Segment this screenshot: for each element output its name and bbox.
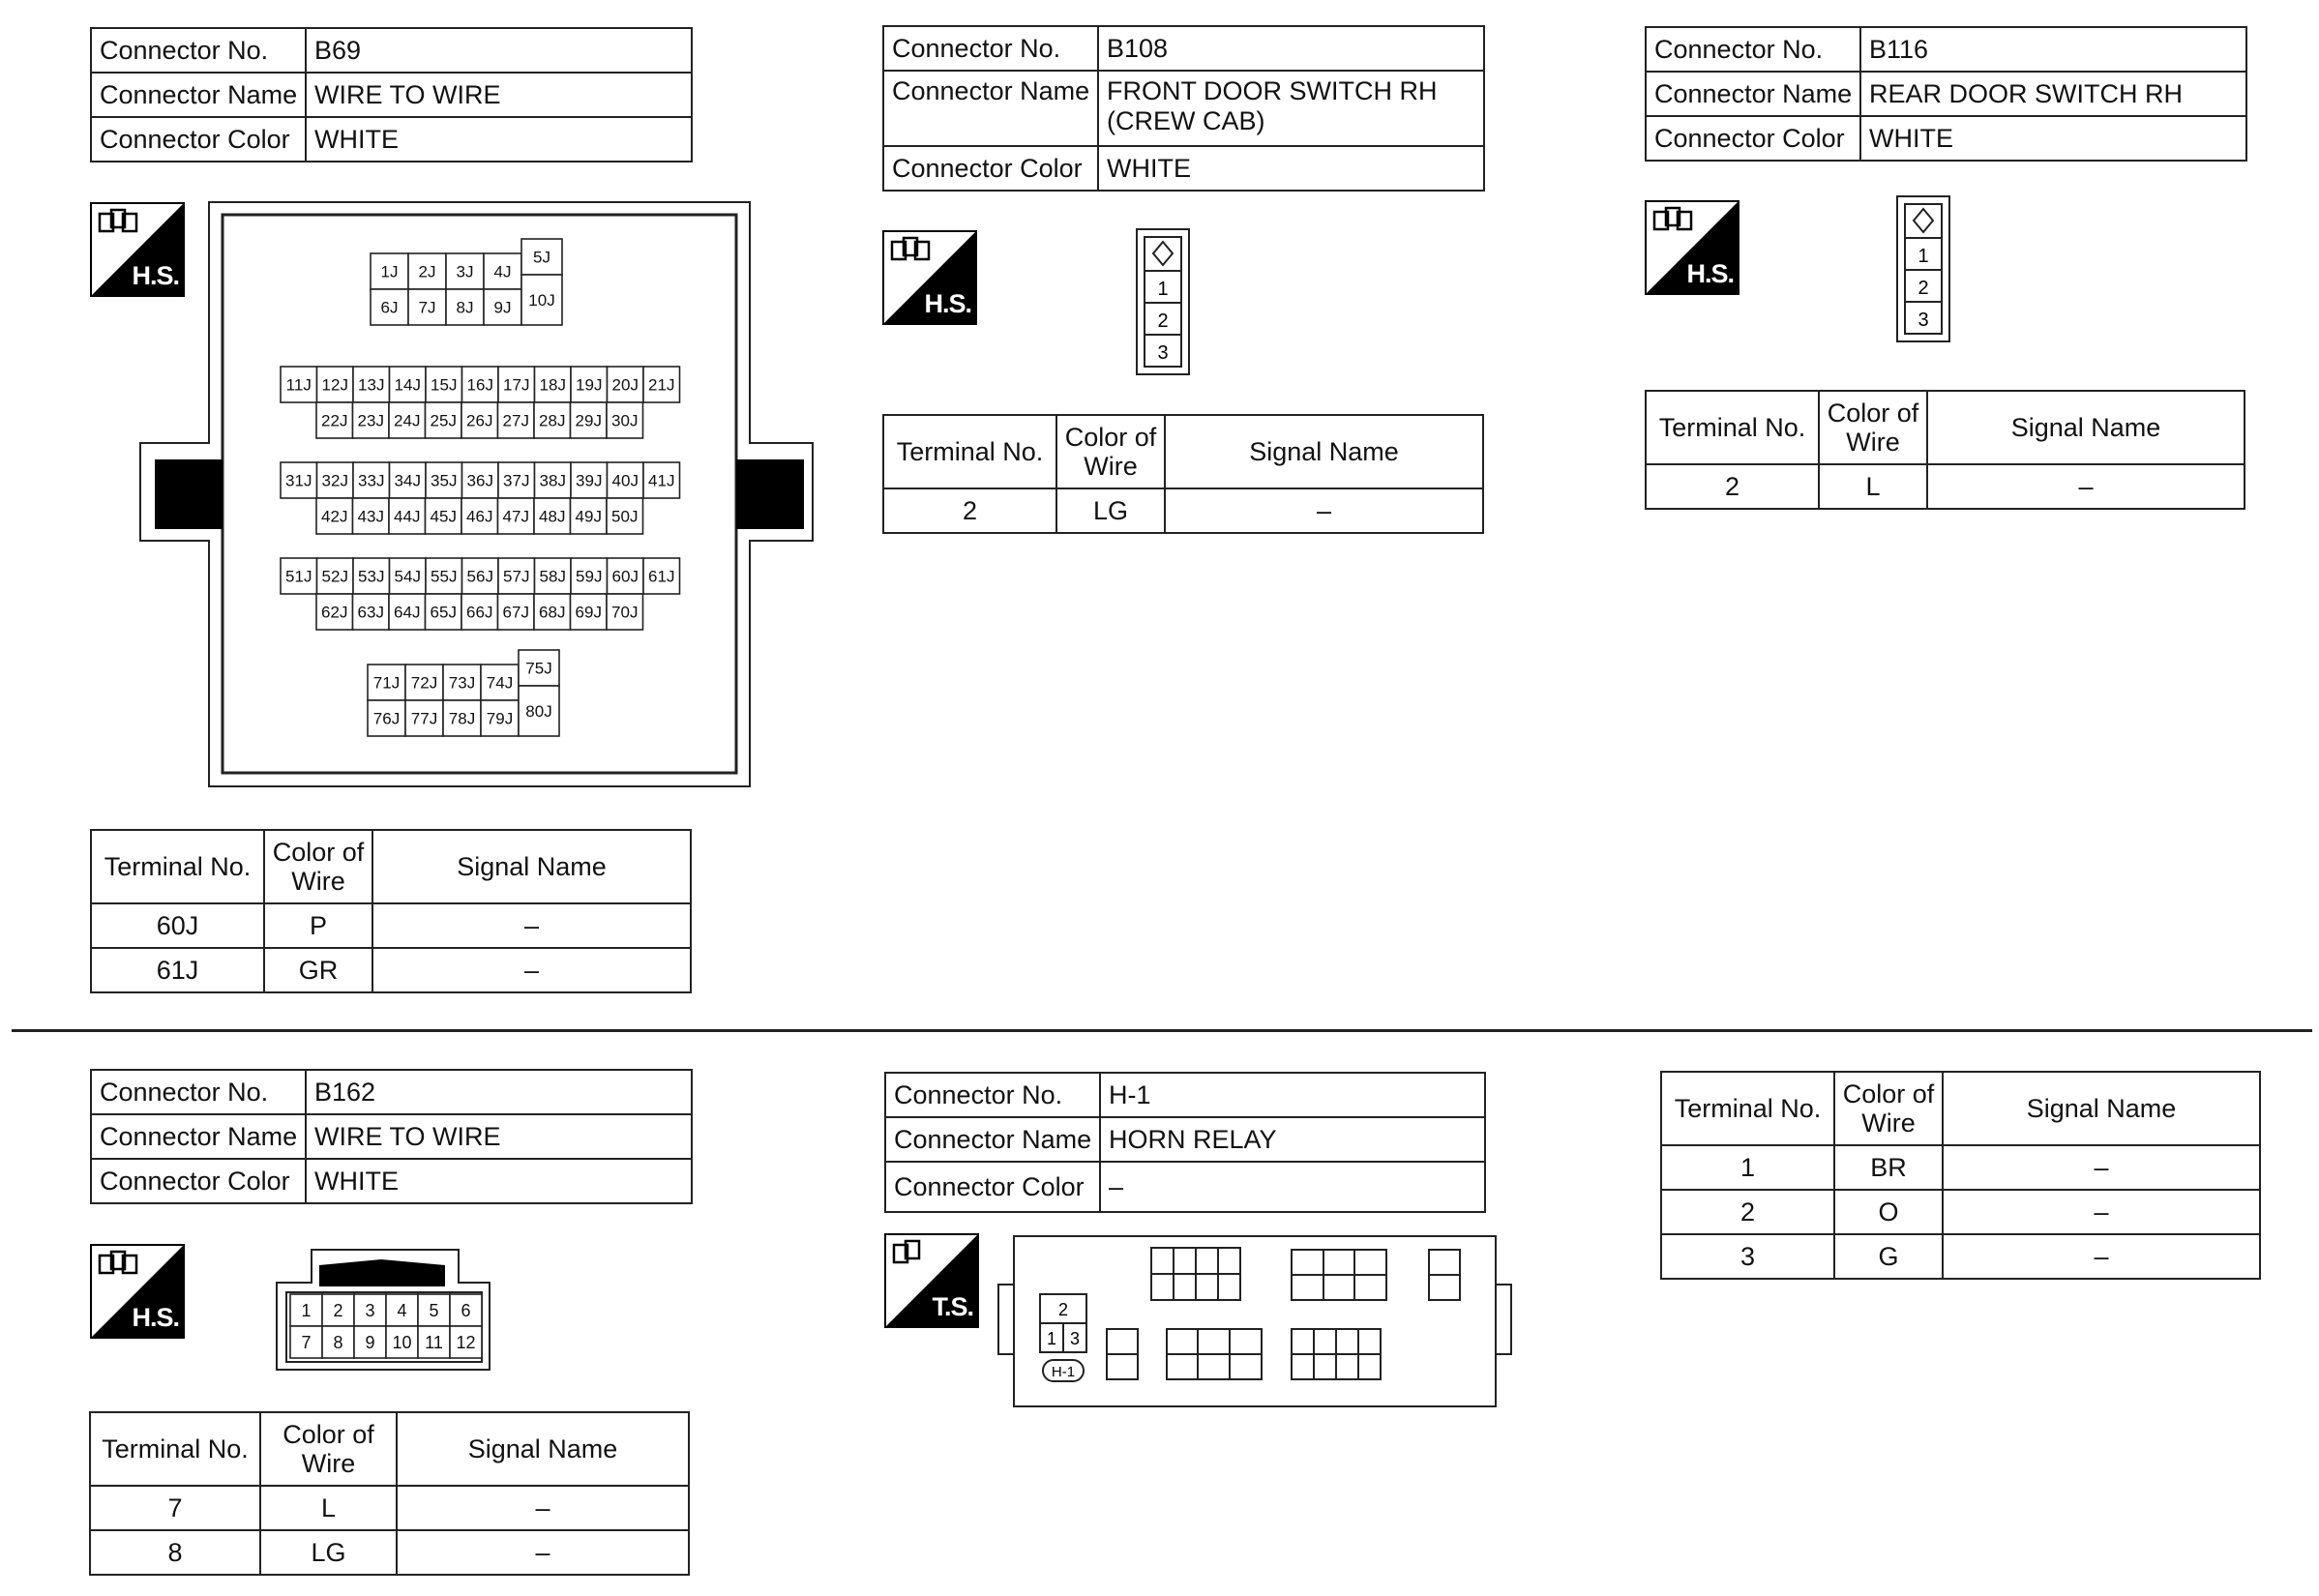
b116-terminal-table <box>1645 390 2245 510</box>
b162-terminal-table <box>89 1411 690 1576</box>
pin-label: 30J <box>611 411 639 430</box>
pin-label: 1 <box>1157 279 1169 300</box>
header-signal-name: Signal Name <box>1927 391 2245 464</box>
pin-label: 8 <box>333 1332 343 1352</box>
pin-label: 33J <box>358 471 385 490</box>
header-color-of-wire: Color of Wire <box>1819 391 1927 464</box>
pin-label: 72J <box>410 673 438 693</box>
pin-label: 76J <box>372 709 401 728</box>
header-terminal-no: Terminal No. <box>1646 391 1819 464</box>
pin-label: 79J <box>486 709 514 728</box>
wire-color: O <box>1834 1190 1943 1234</box>
pin-label: 60J <box>611 567 639 586</box>
pin-label: 14J <box>394 375 421 395</box>
header-signal-name: Signal Name <box>1943 1072 2260 1145</box>
pin-label: 49J <box>575 507 602 526</box>
pin-label: 11 <box>425 1332 443 1352</box>
header-terminal-no: Terminal No. <box>1661 1072 1834 1145</box>
h1-relay-box <box>996 1234 1515 1410</box>
pin-label: 3 <box>1918 310 1929 331</box>
pin-label: 3 <box>365 1300 375 1320</box>
pin-label: 27J <box>502 411 529 430</box>
b162-connector-info <box>90 1069 693 1204</box>
terminal-no: 2 <box>1661 1190 1834 1234</box>
signal-name: – <box>1165 488 1483 533</box>
pin-label: 25J <box>430 411 457 430</box>
hs-badge-icon: H.S. <box>90 1244 185 1339</box>
signal-name: – <box>1943 1145 2260 1190</box>
h1-location-tag: H-1 <box>1051 1364 1076 1380</box>
b69-terminal-table <box>90 829 692 993</box>
header-signal-name: Signal Name <box>1165 415 1483 488</box>
pin-label: 6 <box>461 1300 471 1320</box>
label-connector-color: Connector Color <box>883 146 1098 191</box>
header-color-of-wire: Color of Wire <box>264 830 372 903</box>
terminal-no: 2 <box>1646 464 1819 509</box>
terminal-no: 61J <box>91 948 264 992</box>
pin-label: 44J <box>394 507 421 526</box>
pin-label: 52J <box>321 567 348 586</box>
label-connector-color: Connector Color <box>91 1159 306 1203</box>
pin-label: 40J <box>611 471 639 490</box>
pin-label: 48J <box>539 507 566 526</box>
pin-label: 42J <box>321 507 348 526</box>
signal-name: – <box>1943 1234 2260 1279</box>
wire-color: G <box>1834 1234 1943 1279</box>
b162-connector-no: B162 <box>306 1070 692 1114</box>
hs-badge-icon: H.S. <box>90 202 185 297</box>
pin-label: 37J <box>503 471 530 490</box>
label-connector-no: Connector No. <box>91 28 306 73</box>
pin-label: 53J <box>358 567 385 586</box>
pin-label: 45J <box>430 507 457 526</box>
pin-label: 31J <box>285 471 312 490</box>
pin-label: 23J <box>357 411 384 430</box>
terminal-no: 7 <box>90 1486 260 1530</box>
pin-label: 15J <box>431 375 458 395</box>
pin-label: 2 <box>1057 1300 1069 1319</box>
label-connector-no: Connector No. <box>91 1070 306 1114</box>
pin-label: 2 <box>333 1300 343 1320</box>
pin-label: 12J <box>321 375 348 395</box>
label-connector-name: Connector Name <box>91 1114 306 1159</box>
pin-label: 22J <box>321 411 348 430</box>
wire-color: LG <box>260 1530 397 1575</box>
signal-name: – <box>372 903 691 948</box>
pin-label: 1 <box>1918 246 1929 267</box>
label-connector-color: Connector Color <box>91 117 306 162</box>
label-connector-no: Connector No. <box>885 1073 1100 1117</box>
pin-label: 2 <box>1157 310 1169 332</box>
table-row <box>883 488 1483 533</box>
terminal-no: 2 <box>883 488 1056 533</box>
wire-color: P <box>264 903 372 948</box>
terminal-no: 60J <box>91 903 264 948</box>
b69-connector-no: B69 <box>306 28 692 73</box>
wire-color: L <box>260 1486 397 1530</box>
b69-connector-face <box>138 200 816 792</box>
b116-connector-info <box>1645 26 2247 162</box>
pin-label: 1 <box>301 1300 312 1320</box>
pin-label: 6J <box>380 298 399 317</box>
signal-name: – <box>1943 1190 2260 1234</box>
pin-label: 56J <box>466 567 493 586</box>
pin-label: 63J <box>357 603 384 622</box>
pin-label: 65J <box>430 603 457 622</box>
pin-label: 51J <box>285 567 312 586</box>
header-signal-name: Signal Name <box>372 830 691 903</box>
pin-label: 12 <box>456 1332 476 1352</box>
pin-label: 67J <box>502 603 529 622</box>
pin-label: 5 <box>429 1300 439 1320</box>
signal-name: – <box>372 948 691 992</box>
pin-label: 1 <box>1046 1329 1057 1348</box>
b116-connector-no: B116 <box>1860 27 2246 72</box>
pin-label: 36J <box>466 471 493 490</box>
signal-name: – <box>1927 464 2245 509</box>
pin-label: 3 <box>1069 1329 1081 1348</box>
pin-label: 20J <box>611 375 639 395</box>
hs-badge-icon: H.S. <box>1645 200 1739 295</box>
b108-terminal-table <box>882 414 1484 534</box>
pin-label: 19J <box>576 375 603 395</box>
pin-label: 73J <box>448 673 476 693</box>
b69-connector-info <box>90 27 693 163</box>
pin-label: 2J <box>418 262 436 281</box>
pin-label: 2 <box>1918 278 1929 299</box>
wire-color: GR <box>264 948 372 992</box>
pin-label: 61J <box>648 567 675 586</box>
b116-connector-name: REAR DOOR SWITCH RH <box>1860 72 2246 116</box>
pin-label: 7J <box>418 298 436 317</box>
pin-label: 18J <box>539 375 566 395</box>
pin-label: 38J <box>539 471 566 490</box>
pin-label: 68J <box>539 603 566 622</box>
b108-connector-no: B108 <box>1098 26 1484 71</box>
pin-label: 69J <box>575 603 602 622</box>
pin-label: 55J <box>431 567 458 586</box>
b116-connector-face <box>1895 194 1953 345</box>
label-connector-no: Connector No. <box>1646 27 1860 72</box>
pin-label: 7 <box>301 1332 312 1352</box>
b116-connector-color: WHITE <box>1860 116 2246 161</box>
pin-label: 5J <box>533 248 550 267</box>
header-color-of-wire: Color of Wire <box>1056 415 1165 488</box>
header-terminal-no: Terminal No. <box>883 415 1056 488</box>
pin-label: 57J <box>503 567 530 586</box>
b108-connector-name: FRONT DOOR SWITCH RH (CREW CAB) <box>1098 71 1484 146</box>
table-row <box>1646 464 2245 509</box>
pin-label: 26J <box>466 411 493 430</box>
pin-label: 50J <box>611 507 639 526</box>
pin-label: 35J <box>431 471 458 490</box>
header-color-of-wire: Color of Wire <box>1834 1072 1943 1145</box>
pin-label: 66J <box>466 603 493 622</box>
table-row <box>90 1530 689 1575</box>
h1-connector-color: – <box>1100 1162 1485 1212</box>
b108-connector-face <box>1135 227 1193 378</box>
pin-label: 28J <box>539 411 566 430</box>
b162-connector-name: WIRE TO WIRE <box>306 1114 692 1159</box>
b69-connector-color: WHITE <box>306 117 692 162</box>
signal-name: – <box>397 1530 689 1575</box>
pin-label: 59J <box>576 567 603 586</box>
pin-label: 74J <box>486 673 514 693</box>
pin-label: 58J <box>539 567 566 586</box>
label-connector-name: Connector Name <box>1646 72 1860 116</box>
h1-connector-info <box>884 1072 1486 1213</box>
h1-connector-no: H-1 <box>1100 1073 1485 1117</box>
pin-label: 46J <box>466 507 493 526</box>
header-terminal-no: Terminal No. <box>90 1412 260 1486</box>
ts-badge-icon: T.S. <box>884 1233 979 1328</box>
b162-connector-face <box>275 1248 493 1374</box>
pin-label: 29J <box>575 411 602 430</box>
header-terminal-no: Terminal No. <box>91 830 264 903</box>
pin-label: 47J <box>502 507 529 526</box>
wire-color: BR <box>1834 1145 1943 1190</box>
label-connector-name: Connector Name <box>883 71 1098 146</box>
table-row <box>91 948 691 992</box>
pin-label: 9J <box>493 298 512 317</box>
pin-label: 17J <box>503 375 530 395</box>
pin-label: 8J <box>456 298 474 317</box>
pin-label: 62J <box>321 603 348 622</box>
wire-color: LG <box>1056 488 1165 533</box>
b108-connector-color: WHITE <box>1098 146 1484 191</box>
pin-label: 24J <box>394 411 421 430</box>
pin-label: 4 <box>397 1300 407 1320</box>
pin-label: 32J <box>321 471 348 490</box>
pin-label: 1J <box>380 262 399 281</box>
header-signal-name: Signal Name <box>397 1412 689 1486</box>
table-row <box>1661 1234 2260 1279</box>
table-row <box>91 903 691 948</box>
pin-label: 41J <box>648 471 675 490</box>
header-color-of-wire: Color of Wire <box>260 1412 397 1486</box>
label-connector-name: Connector Name <box>885 1117 1100 1162</box>
label-connector-name: Connector Name <box>91 73 306 117</box>
label-connector-color: Connector Color <box>885 1162 1100 1212</box>
label-connector-color: Connector Color <box>1646 116 1860 161</box>
pin-label: 21J <box>648 375 675 395</box>
pin-label: 10J <box>528 291 555 310</box>
pin-label: 4J <box>493 262 512 281</box>
pin-label: 70J <box>611 603 639 622</box>
pin-label: 3 <box>1157 342 1169 364</box>
wire-color: L <box>1819 464 1927 509</box>
pin-label: 80J <box>525 702 552 722</box>
pin-label: 34J <box>394 471 421 490</box>
pin-label: 10 <box>392 1332 412 1352</box>
terminal-no: 3 <box>1661 1234 1834 1279</box>
pin-label: 13J <box>358 375 385 395</box>
b162-connector-color: WHITE <box>306 1159 692 1203</box>
pin-label: 77J <box>410 709 438 728</box>
table-row <box>1661 1145 2260 1190</box>
pin-label: 16J <box>466 375 493 395</box>
h1-terminal-table <box>1660 1071 2261 1280</box>
h1-connector-name: HORN RELAY <box>1100 1117 1485 1162</box>
pin-label: 71J <box>372 673 401 693</box>
table-row <box>90 1486 689 1530</box>
pin-label: 75J <box>525 659 552 678</box>
hs-badge-icon: H.S. <box>882 230 977 325</box>
section-divider <box>12 1029 2312 1032</box>
pin-label: 9 <box>365 1332 375 1352</box>
pin-label: 39J <box>576 471 603 490</box>
signal-name: – <box>397 1486 689 1530</box>
table-row <box>1661 1190 2260 1234</box>
terminal-no: 8 <box>90 1530 260 1575</box>
b69-connector-name: WIRE TO WIRE <box>306 73 692 117</box>
terminal-no: 1 <box>1661 1145 1834 1190</box>
label-connector-no: Connector No. <box>883 26 1098 71</box>
pin-label: 3J <box>456 262 474 281</box>
pin-label: 43J <box>357 507 384 526</box>
pin-label: 11J <box>285 375 312 395</box>
pin-label: 64J <box>394 603 421 622</box>
pin-label: 54J <box>394 567 421 586</box>
b108-connector-info <box>882 25 1485 192</box>
pin-label: 78J <box>448 709 476 728</box>
